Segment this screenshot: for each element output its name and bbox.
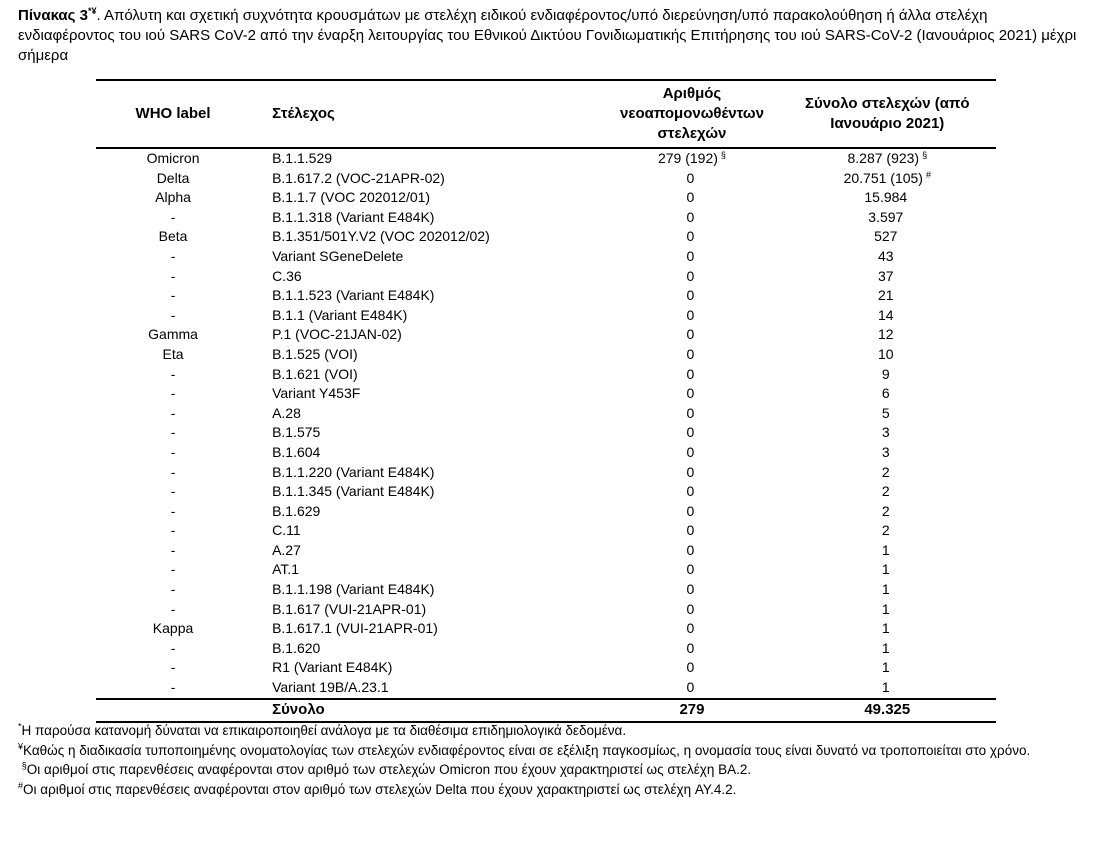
cell-who-label: - (170, 306, 176, 323)
total-total: 49.325 (779, 699, 996, 722)
table-row (96, 502, 996, 522)
table-row (96, 560, 996, 580)
header-who-label: WHO label (135, 105, 211, 122)
cell-total: 43 (878, 247, 894, 264)
cell-strain: B.1.575 (272, 424, 321, 441)
cell-isolated: 0 (686, 443, 695, 460)
cell-isolated: 0 (686, 463, 695, 480)
cell-who-label: - (170, 267, 176, 284)
cell-strain: R1 (Variant E484K) (272, 659, 393, 676)
caption-label: Πίνακας 3*¥ (18, 6, 97, 24)
cell-who-label: - (170, 463, 176, 480)
footnote: #Οι αριθμοί στις παρενθέσεις αναφέρονται στον αριθμό των στελεχών Delta που έχουν χαρακτηριστεί ως στελέχη AY.4.2. (18, 780, 737, 797)
table-row (96, 286, 996, 306)
table-row (96, 678, 996, 699)
cell-total: 8.287 (923) § (847, 150, 928, 166)
cell-strain: B.1.1 (Variant E484K) (272, 306, 408, 323)
cell-strain: B.1.629 (272, 502, 321, 519)
cell-who-label: - (170, 679, 176, 696)
cell-total: 2 (881, 483, 890, 500)
cell-isolated: 0 (686, 365, 695, 382)
header-strain: Στέλεχος (272, 105, 335, 122)
cell-total: 527 (874, 228, 898, 245)
cell-who-label: - (170, 385, 176, 402)
cell-isolated: 0 (686, 385, 695, 402)
cell-total: 21 (878, 287, 894, 304)
cell-strain: A.27 (272, 541, 301, 558)
cell-isolated: 0 (686, 267, 695, 284)
cell-isolated: 0 (686, 169, 695, 186)
cell-strain: B.1.351/501Y.V2 (VOC 202012/02) (272, 228, 490, 245)
cell-strain: C.36 (272, 267, 302, 284)
table-row (96, 188, 996, 208)
caption-text: . Απόλυτη και σχετική συχνότητα κρουσμάτων με στελέχη ειδικού ενδιαφέροντος/υπό διερεύνηση/υπό παρακολούθηση ή άλλα στελέχη ενδιαφέροντος του ιού SARS CoV-2 από την έναρξη λειτουργίας του Εθνικού Δικτύου Γονιδιωματικής Επιτήρησης του ιού SARS-CoV-2 (Ιανουάριος 2021) μέχρι σήμερα (18, 7, 1077, 64)
cell-who-label: Alpha (155, 189, 191, 206)
table-row (96, 148, 996, 169)
cell-total: 1 (881, 639, 890, 656)
table-row (96, 423, 996, 443)
table-body (96, 148, 996, 699)
cell-isolated: 0 (686, 208, 695, 225)
table-row (96, 482, 996, 502)
table-row (96, 365, 996, 385)
cell-who-label: - (170, 247, 176, 264)
table-row (96, 639, 996, 659)
cell-isolated: 0 (686, 561, 695, 578)
cell-total: 12 (878, 326, 894, 343)
cell-total: 3 (881, 424, 890, 441)
cell-strain: AT.1 (272, 561, 300, 578)
cell-total: 10 (878, 345, 894, 362)
table-row (96, 325, 996, 345)
cell-total: 2 (881, 463, 890, 480)
cell-total: 15.984 (864, 189, 908, 206)
footnote: ¥Καθώς η διαδικασία τυποποιημένης ονοματολογίας των στελεχών ενδιαφέροντος είναι σε εξέλιξη παγκοσμίως, η ονομασία τους είναι δυνατό να τροποποιείται στο χρόνο. (18, 741, 1031, 758)
cell-who-label: - (170, 541, 176, 558)
cell-total: 1 (881, 679, 890, 696)
cell-isolated: 0 (686, 228, 695, 245)
cell-isolated: 0 (686, 483, 695, 500)
table-row (96, 208, 996, 228)
cell-isolated: 0 (686, 345, 695, 362)
cell-strain: B.1.1.345 (Variant E484K) (272, 483, 435, 500)
cell-strain: Variant Y453F (272, 385, 361, 402)
cell-total: 2 (881, 522, 890, 539)
cell-isolated: 0 (686, 404, 695, 421)
cell-total: 20.751 (105) # (843, 169, 931, 186)
cell-strain: B.1.621 (VOI) (272, 365, 358, 382)
cell-strain: Variant SGeneDelete (272, 247, 404, 264)
cell-who-label: - (170, 287, 176, 304)
cell-strain: B.1.617.1 (VUI-21APR-01) (272, 620, 438, 637)
variants-table (96, 79, 996, 723)
cell-who-label: - (170, 404, 176, 421)
cell-total: 1 (881, 541, 890, 558)
table-row (96, 404, 996, 424)
footnotes (18, 721, 1088, 799)
total-isolated: 279 (605, 699, 778, 722)
total-label: Σύνολο (250, 699, 605, 722)
cell-strain: P.1 (VOC-21JAN-02) (272, 326, 402, 343)
cell-who-label: - (170, 561, 176, 578)
table-row (96, 658, 996, 678)
cell-isolated: 279 (192) § (657, 150, 726, 166)
table-row (96, 227, 996, 247)
cell-isolated: 0 (686, 424, 695, 441)
cell-isolated: 0 (686, 247, 695, 264)
cell-isolated: 0 (686, 659, 695, 676)
cell-strain: A.28 (272, 404, 301, 421)
cell-strain: C.11 (272, 522, 301, 539)
cell-isolated: 0 (686, 639, 695, 656)
table-row (96, 580, 996, 600)
cell-who-label: Delta (156, 169, 190, 186)
cell-strain: B.1.620 (272, 639, 321, 656)
cell-who-label: Eta (162, 345, 184, 362)
footnote: §Οι αριθμοί στις παρενθέσεις αναφέρονται στον αριθμό των στελεχών Omicron που έχουν χαρακτηριστεί ως στελέχη BA.2. (21, 760, 752, 778)
cell-who-label: - (170, 600, 176, 617)
header-total: Σύνολο στελεχών (από Ιανουάριο 2021) (804, 95, 970, 132)
cell-isolated: 0 (686, 541, 695, 558)
table-row (96, 521, 996, 541)
table-row (96, 345, 996, 365)
cell-isolated: 0 (686, 522, 695, 539)
cell-total: 3 (881, 443, 890, 460)
cell-isolated: 0 (686, 620, 695, 637)
cell-strain: B.1.617 (VUI-21APR-01) (272, 600, 427, 617)
cell-who-label: - (170, 365, 176, 382)
cell-total: 6 (881, 385, 890, 402)
cell-total: 3.597 (868, 208, 904, 225)
table-row (96, 169, 996, 189)
cell-who-label: - (170, 443, 176, 460)
cell-who-label: Beta (158, 228, 188, 245)
cell-total: 37 (878, 267, 894, 284)
cell-who-label: - (170, 639, 176, 656)
cell-strain: B.1.1.7 (VOC 202012/01) (272, 189, 431, 206)
table-row (96, 306, 996, 326)
header-isolated: Αριθμός νεοαπομονωθέντων στελεχών (619, 85, 764, 142)
cell-who-label: - (170, 659, 176, 676)
cell-strain: B.1.1.318 (Variant E484K) (272, 208, 435, 225)
cell-total: 2 (881, 502, 890, 519)
table-row (96, 267, 996, 287)
cell-strain: Variant 19B/A.23.1 (272, 679, 389, 696)
cell-who-label: Gamma (148, 326, 198, 343)
cell-isolated: 0 (686, 679, 695, 696)
cell-isolated: 0 (686, 502, 695, 519)
cell-isolated: 0 (686, 326, 695, 343)
total-row (96, 699, 996, 722)
table-row (96, 619, 996, 639)
cell-who-label: - (170, 424, 176, 441)
cell-isolated: 0 (686, 600, 695, 617)
cell-total: 1 (881, 561, 890, 578)
cell-isolated: 0 (686, 189, 695, 206)
cell-strain: B.1.525 (VOI) (272, 345, 358, 362)
cell-who-label: Kappa (152, 620, 194, 637)
cell-strain: B.1.1.220 (Variant E484K) (272, 463, 435, 480)
cell-total: 5 (881, 404, 890, 421)
cell-who-label: Omicron (146, 150, 200, 166)
cell-isolated: 0 (686, 287, 695, 304)
cell-strain: B.1.604 (272, 443, 321, 460)
table-row (96, 600, 996, 620)
footnote: *Η παρούσα κατανομή δύναται να επικαιροποιηθεί ανάλογα με τα διαθέσιμα επιδημιολογικά δεδομένα. (18, 721, 627, 738)
cell-strain: B.1.1.529 (272, 150, 333, 166)
cell-total: 9 (881, 365, 890, 382)
cell-strain: B.1.1.523 (Variant E484K) (272, 287, 435, 304)
cell-isolated: 0 (686, 581, 695, 598)
table-row (96, 541, 996, 561)
cell-who-label: - (170, 581, 176, 598)
cell-strain: B.1.617.2 (VOC-21APR-02) (272, 169, 445, 186)
cell-total: 14 (878, 306, 894, 323)
cell-who-label: - (170, 502, 176, 519)
table-row (96, 247, 996, 267)
table-row (96, 463, 996, 483)
cell-who-label: - (170, 208, 176, 225)
table-row (96, 443, 996, 463)
cell-isolated: 0 (686, 306, 695, 323)
table-caption (18, 6, 1080, 66)
table-row (96, 384, 996, 404)
cell-total: 1 (881, 659, 890, 676)
table-header-row (96, 80, 996, 148)
cell-total: 1 (881, 581, 890, 598)
cell-who-label: - (170, 522, 176, 539)
cell-total: 1 (881, 600, 890, 617)
cell-total: 1 (881, 620, 890, 637)
cell-who-label: - (170, 483, 176, 500)
cell-strain: B.1.1.198 (Variant E484K) (272, 581, 435, 598)
